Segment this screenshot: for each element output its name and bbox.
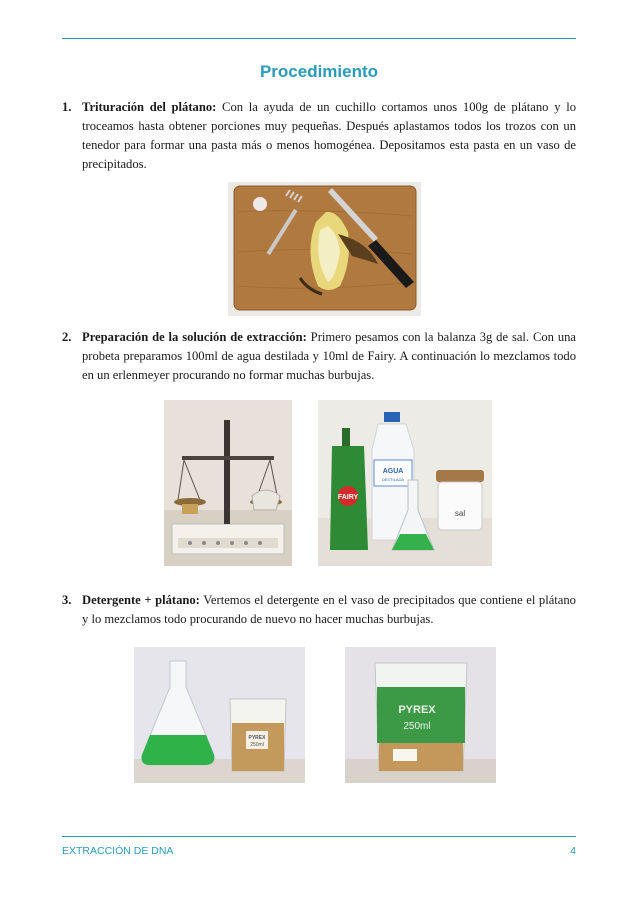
beaker-volume-small: 250ml	[250, 742, 264, 748]
beaker-volume-large: 250ml	[403, 721, 431, 732]
step-3-text: Vertemos el detergente en el vaso de precipitados que contiene el plátano y lo mezclamos todo procurando de nuevo no hacer muchas burbujas.	[82, 593, 576, 626]
pyrex-label-large: PYREX	[398, 704, 436, 716]
step-3-lead: Detergente + plátano:	[82, 593, 200, 607]
pyrex-label-small: PYREX	[248, 735, 266, 741]
banana-cutting-board-photo	[228, 182, 421, 316]
page-title: Procedimiento	[259, 62, 379, 81]
step-2-number: 2.	[62, 330, 72, 344]
step-1-lead: Trituración del plátano:	[82, 100, 217, 114]
step-1-number: 1.	[62, 100, 72, 114]
step-2-lead: Preparación de la solución de extracción:	[82, 330, 307, 344]
water-bottle-sublabel: DESTILADA	[381, 477, 405, 482]
step-2-text: Primero pesamos con la balanza 3g de sal. Con una probeta preparamos 100ml de agua destilada y 10ml de Fairy. A continuación lo mezclamos todo en un erlenmeyer procurando no formar muchas burbujas.	[82, 330, 576, 382]
beaker-mixture-photo	[345, 647, 496, 783]
extraction-solution-photo	[318, 400, 492, 566]
page-number: 4	[570, 845, 576, 857]
step-1	[62, 98, 576, 174]
water-bottle-label: AGUA	[382, 468, 404, 475]
footer-rule	[62, 836, 576, 837]
step-1-text: Con la ayuda de un cuchillo cortamos unos 100g de plátano y lo troceamos hasta obtener porciones muy pequeñas. Después aplastamos todos los trozos con un tenedor para formar una pasta más o menos homogénea. Depositamos esta pasta en un vaso de precipitados.	[82, 100, 577, 171]
salt-jar-label: sal	[454, 509, 466, 518]
balance-scale-photo	[164, 400, 292, 566]
header-rule	[62, 38, 576, 39]
step-3	[62, 591, 576, 629]
carafe-and-beaker-photo	[134, 647, 305, 783]
step-2	[62, 328, 576, 385]
footer-document-title: EXTRACCIÓN DE DNA	[62, 845, 174, 857]
step-3-number: 3.	[62, 593, 72, 607]
fairy-label: FAIRY	[337, 494, 359, 501]
